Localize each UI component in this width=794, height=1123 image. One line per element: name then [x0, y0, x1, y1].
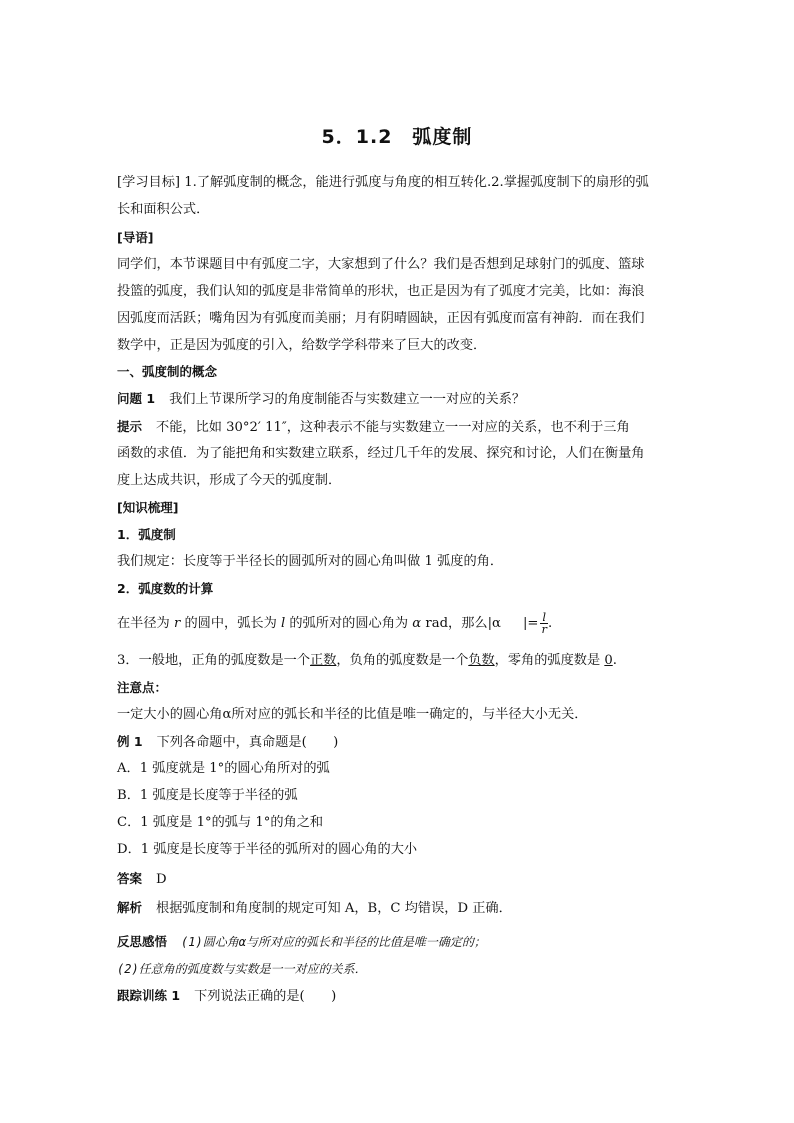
- section-heading: 一、弧度制的概念: [117, 364, 218, 379]
- objective-text-1: 1.了解弧度制的概念，能进行弧度与角度的相互转化.2.掌握弧度制下的扇形的弧: [184, 175, 649, 190]
- practice-label: 跟踪训练 1: [117, 988, 181, 1003]
- note-text: 一定大小的圆心角α所对应的弧长和半径的比值是唯一确定的，与半径大小无关．: [117, 707, 588, 722]
- fraction-l-over-r: $\frac{l}{r}$: [541, 610, 547, 636]
- hint-line-1: [117, 418, 630, 437]
- intro-line-3: 因弧度而活跃；嘴角因为有弧度而美丽；月有阴晴圆缺，正因有弧度而富有神韵．而在我们: [117, 311, 645, 326]
- knowledge-item-2-title: 2．弧度数的计算: [117, 581, 214, 596]
- hint-line-3: 度上达成共识，形成了今天的弧度制．: [117, 473, 342, 488]
- answer-value: D: [156, 872, 167, 887]
- intro-line-4: 数学中，正是因为弧度的引入，给数学学科带来了巨大的改变．: [117, 338, 487, 353]
- reflect-line-1: [117, 933, 486, 952]
- hint-line-2: 函数的求值．为了能把角和实数建立联系，经过几千年的发展、探究和讨论，人们在衡量角: [117, 446, 645, 461]
- radius-symbol: r: [173, 616, 181, 631]
- reflect-text-2: (2)任意角的弧度数与实数是一一对应的关系．: [117, 962, 367, 976]
- blank-zero: 0: [604, 653, 613, 668]
- objective-label: [学习目标]: [117, 175, 181, 190]
- analysis-line: [117, 899, 512, 918]
- option-b: B．1 弧度是长度等于半径的弧: [117, 788, 298, 803]
- note-label: 注意点：: [117, 680, 168, 695]
- question-text: 我们上节课所学习的角度制能否与实数建立一一对应的关系？: [169, 392, 526, 407]
- answer-line: [117, 870, 167, 889]
- intro-line-1: 同学们，本节课题目中有弧度二字，大家想到了什么？我们是否想到足球射门的弧度、篮球: [117, 257, 645, 272]
- question-label: 问题 1: [117, 391, 156, 406]
- intro-line-2: 投篮的弧度，我们认知的弧度是非常简单的形状，也正是因为有了弧度才完美，比如：海浪: [117, 284, 645, 299]
- reflect-label: 反思感悟: [117, 934, 168, 949]
- question-1: [117, 390, 525, 409]
- knowledge-item-1-title: 1．弧度制: [117, 527, 176, 542]
- example-label: 例 1: [117, 734, 143, 749]
- intro-label: [导语]: [117, 230, 154, 245]
- alpha-symbol: α: [412, 616, 422, 631]
- hint-text-1: 不能，比如 30°2′ 11″，这种表示不能与实数建立一一对应的关系，也不利于三角: [156, 420, 630, 435]
- knowledge-label: [知识梳理]: [117, 500, 179, 515]
- hint-label: 提示: [117, 419, 143, 434]
- practice-1: [117, 987, 336, 1006]
- option-c: C．1 弧度是 1°的弧与 1°的角之和: [117, 815, 324, 830]
- practice-stem: 下列说法正确的是( ): [194, 989, 337, 1004]
- example-stem: 下列各命题中，真命题是( ): [156, 735, 339, 750]
- knowledge-item-2-text: 在半径为 r 的圆中，弧长为 l 的弧所对的圆心角为 α rad，那么|α |= $\frac{l}{r}$ .: [117, 610, 553, 636]
- option-a: A．1 弧度就是 1°的圆心角所对的弧: [117, 761, 330, 776]
- analysis-label: 解析: [117, 900, 143, 915]
- knowledge-item-1-text: 我们规定：长度等于半径长的圆弧所对的圆心角叫做 1 弧度的角．: [117, 554, 504, 569]
- reflect-text-1: (1)圆心角α与所对应的弧长和半径的比值是唯一确定的；: [181, 935, 486, 949]
- blank-negative: 负数: [468, 653, 495, 668]
- arc-length-symbol: l: [280, 616, 286, 631]
- option-d: D．1 弧度是长度等于半径的弧所对的圆心角的大小: [117, 842, 418, 857]
- example-1: [117, 733, 338, 752]
- answer-label: 答案: [117, 871, 143, 886]
- objective-line-1: [117, 174, 649, 192]
- page-title: 5．1.2 弧度制: [321, 126, 473, 148]
- analysis-text: 根据弧度制和角度制的规定可知 A，B，C 均错误，D 正确．: [156, 901, 512, 916]
- objective-text-2: 长和面积公式．: [117, 202, 210, 217]
- knowledge-item-3: 3．一般地，正角的弧度数是一个正数，负角的弧度数是一个负数，零角的弧度数是 0.: [117, 653, 617, 668]
- blank-positive: 正数: [310, 653, 337, 668]
